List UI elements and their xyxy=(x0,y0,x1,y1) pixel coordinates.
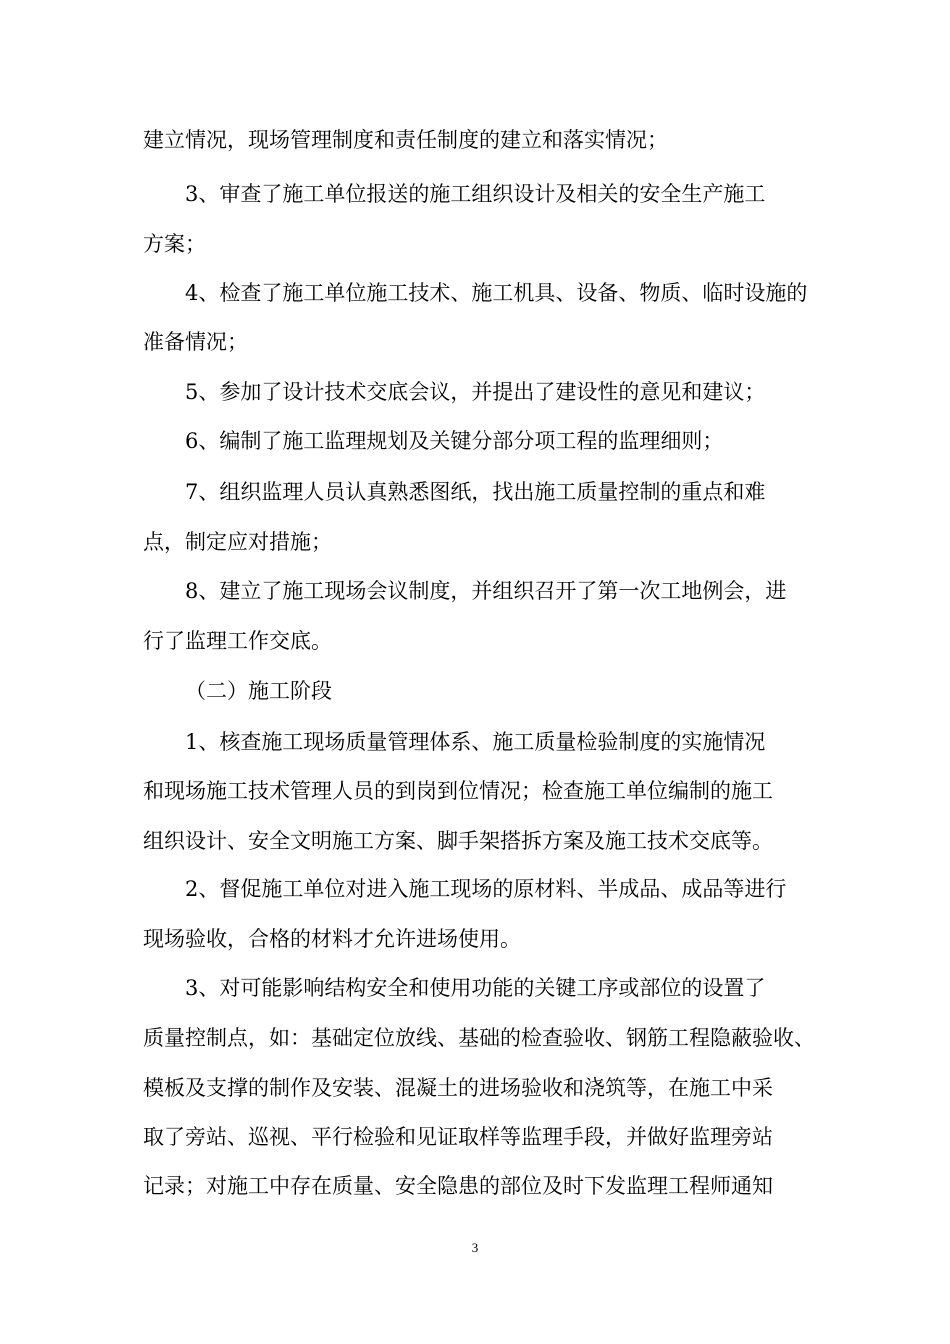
text-line: 4、检查了施工单位施工技术、施工机具、设备、物质、临时设施的 xyxy=(185,281,808,305)
text-line: 5、参加了设计技术交底会议，并提出了建设性的意见和建议； xyxy=(185,380,766,404)
text-line: 记录；对施工中存在质量、安全隐患的部位及时下发监理工程师通知 xyxy=(143,1174,773,1198)
text-line: 3、审查了施工单位报送的施工组织设计及相关的安全生产施工 xyxy=(185,182,766,206)
text-line: 质量控制点，如：基础定位放线、基础的检查验收、钢筋工程隐蔽验收、 xyxy=(143,1026,815,1050)
text-line: 建立情况，现场管理制度和责任制度的建立和落实情况； xyxy=(143,128,668,152)
text-line: 2、督促施工单位对进入施工现场的原材料、半成品、成品等进行 xyxy=(185,877,787,901)
text-line: 准备情况； xyxy=(143,330,248,354)
text-line: 行了监理工作交底。 xyxy=(143,629,332,653)
text-line: 1、核查施工现场质量管理体系、施工质量检验制度的实施情况 xyxy=(185,730,766,754)
section-heading: （二）施工阶段 xyxy=(185,679,332,703)
text-line: 模板及支撑的制作及安装、混凝土的进场验收和浇筑等，在施工中采 xyxy=(143,1076,773,1100)
text-line: 取了旁站、巡视、平行检验和见证取样等监理手段，并做好监理旁站 xyxy=(143,1125,773,1149)
text-line: 组织设计、安全文明施工方案、脚手架搭拆方案及施工技术交底等。 xyxy=(143,829,773,853)
page-number: 3 xyxy=(471,1240,479,1255)
text-line: 和现场施工技术管理人员的到岗到位情况；检查施工单位编制的施工 xyxy=(143,779,773,803)
text-line: 7、组织监理人员认真熟悉图纸，找出施工质量控制的重点和难 xyxy=(185,480,766,504)
text-line: 6、编制了施工监理规划及关键分部分项工程的监理细则； xyxy=(185,429,724,453)
text-line: 点，制定应对措施； xyxy=(143,530,332,554)
text-line: 方案； xyxy=(143,232,206,256)
text-line: 3、对可能影响结构安全和使用功能的关键工序或部位的设置了 xyxy=(185,976,766,1000)
text-line: 8、建立了施工现场会议制度，并组织召开了第一次工地例会，进 xyxy=(185,579,787,603)
text-line: 现场验收，合格的材料才允许进场使用。 xyxy=(143,927,521,951)
